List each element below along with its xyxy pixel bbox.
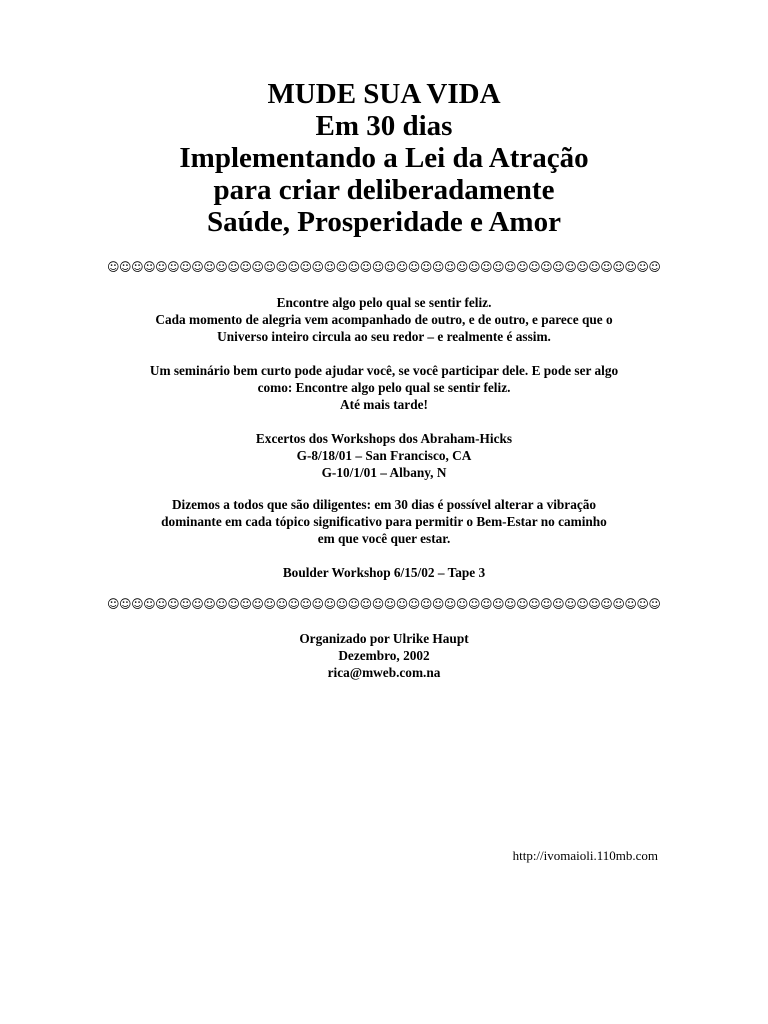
title-line: Saúde, Prosperidade e Amor	[207, 206, 561, 238]
smiley-icon: ☺	[251, 597, 264, 611]
smiley-icon: ☺	[263, 260, 276, 274]
footer-url-link[interactable]: http://ivomaioli.110mb.com	[512, 848, 658, 863]
smiley-icon: ☺	[600, 260, 613, 274]
smiley-icon: ☺	[467, 597, 481, 611]
smiley-icon: ☺	[191, 260, 204, 274]
smiley-icon: ☺	[407, 260, 421, 274]
smiley-icon: ☺	[179, 597, 192, 611]
smiley-icon: ☺	[516, 597, 529, 611]
smiley-icon: ☺	[131, 260, 144, 274]
smiley-icon: ☺	[167, 597, 180, 611]
smiley-icon: ☺	[455, 597, 469, 611]
smiley-icon: ☺	[455, 260, 469, 274]
smiley-icon: ☺	[239, 260, 252, 274]
smiley-icon: ☺	[371, 597, 385, 611]
smiley-icon: ☺	[347, 597, 361, 611]
smiley-icon: ☺	[215, 597, 228, 611]
smiley-icon: ☺	[143, 597, 156, 611]
smiley-icon: ☺	[540, 260, 553, 274]
smiley-separator-bottom	[107, 597, 661, 611]
boulder-line: Boulder Workshop 6/15/02 – Tape 3	[282, 565, 486, 580]
smiley-icon: ☺	[347, 260, 361, 274]
seminar-line: como: Encontre algo pelo qual se sentir feliz.	[257, 380, 511, 395]
smiley-icon: ☺	[119, 597, 132, 611]
smiley-icon: ☺	[119, 260, 132, 274]
smiley-icon: ☺	[492, 597, 505, 611]
quote-line: Universo inteiro circula ao seu redor – e realmente é assim.	[217, 329, 551, 344]
smiley-icon: ☺	[131, 597, 144, 611]
smiley-icon: ☺	[564, 260, 577, 274]
quote-paragraph	[0, 294, 768, 345]
smiley-icon: ☺	[323, 597, 337, 611]
smiley-icon: ☺	[311, 597, 325, 611]
document-title	[0, 78, 768, 238]
organizer-date: Dezembro, 2002	[338, 648, 430, 663]
title-line: Implementando a Lei da Atração	[179, 142, 589, 174]
boulder-paragraph	[0, 564, 768, 581]
organizer-email[interactable]: rica@mweb.com.na	[327, 665, 441, 680]
diligent-paragraph	[0, 496, 768, 547]
smiley-icon: ☺	[648, 597, 661, 611]
smiley-icon: ☺	[155, 260, 168, 274]
organizer-paragraph	[0, 630, 768, 681]
title-line: para criar deliberadamente	[213, 174, 555, 206]
smiley-icon: ☺	[287, 597, 300, 611]
seminar-paragraph	[0, 362, 768, 413]
smiley-icon: ☺	[143, 260, 156, 274]
smiley-icon: ☺	[155, 597, 168, 611]
title-line: Em 30 dias	[315, 110, 453, 142]
smiley-icon: ☺	[636, 597, 649, 611]
smiley-icon: ☺	[203, 597, 216, 611]
smiley-icon: ☺	[107, 260, 120, 274]
smiley-icon: ☺	[191, 597, 204, 611]
smiley-icon: ☺	[516, 260, 529, 274]
smiley-icon: ☺	[504, 597, 517, 611]
smiley-icon: ☺	[383, 260, 397, 274]
smiley-icon: ☺	[443, 260, 457, 274]
smiley-icon: ☺	[564, 597, 577, 611]
smiley-icon: ☺	[359, 260, 373, 274]
smiley-icon: ☺	[299, 597, 313, 611]
smiley-icon: ☺	[311, 260, 325, 274]
smiley-icon: ☺	[624, 597, 637, 611]
smiley-icon: ☺	[179, 260, 192, 274]
seminar-line: Um seminário bem curto pode ajudar você, se você participar dele. E pode ser algo	[149, 363, 619, 378]
smiley-icon: ☺	[600, 597, 613, 611]
seminar-line: Até mais tarde!	[340, 397, 428, 412]
smiley-icon: ☺	[167, 260, 180, 274]
smiley-separator-top	[107, 260, 661, 274]
smiley-icon: ☺	[504, 260, 517, 274]
smiley-icon: ☺	[251, 260, 264, 274]
smiley-icon: ☺	[419, 260, 433, 274]
smiley-icon: ☺	[576, 260, 589, 274]
smiley-icon: ☺	[299, 260, 313, 274]
smiley-icon: ☺	[648, 260, 661, 274]
quote-line: Cada momento de alegria vem acompanhado de outro, e de outro, e parece que o	[155, 312, 613, 327]
smiley-icon: ☺	[323, 260, 337, 274]
diligent-line: dominante em cada tópico significativo para permitir o Bem-Estar no caminho	[161, 514, 607, 529]
smiley-icon: ☺	[479, 260, 493, 274]
smiley-icon: ☺	[492, 260, 505, 274]
smiley-icon: ☺	[395, 260, 409, 274]
smiley-icon: ☺	[576, 597, 589, 611]
smiley-icon: ☺	[335, 260, 349, 274]
quote-line: Encontre algo pelo qual se sentir feliz.	[276, 295, 492, 310]
smiley-icon: ☺	[287, 260, 300, 274]
source-line: Excertos dos Workshops dos Abraham-Hicks	[255, 431, 513, 446]
smiley-icon: ☺	[275, 260, 288, 274]
smiley-icon: ☺	[203, 260, 216, 274]
smiley-icon: ☺	[107, 597, 120, 611]
smiley-icon: ☺	[263, 597, 276, 611]
smiley-icon: ☺	[371, 260, 385, 274]
source-line: G-8/18/01 – San Francisco, CA	[296, 448, 472, 463]
smiley-icon: ☺	[588, 260, 601, 274]
smiley-icon: ☺	[431, 260, 445, 274]
smiley-icon: ☺	[395, 597, 409, 611]
smiley-icon: ☺	[275, 597, 288, 611]
smiley-icon: ☺	[407, 597, 421, 611]
smiley-icon: ☺	[383, 597, 397, 611]
smiley-icon: ☺	[467, 260, 481, 274]
smiley-icon: ☺	[612, 260, 625, 274]
smiley-icon: ☺	[528, 260, 541, 274]
smiley-icon: ☺	[359, 597, 373, 611]
smiley-icon: ☺	[612, 597, 625, 611]
organizer-name: Organizado por Ulrike Haupt	[299, 631, 469, 646]
smiley-icon: ☺	[540, 597, 553, 611]
smiley-icon: ☺	[588, 597, 601, 611]
title-line: MUDE SUA VIDA	[267, 78, 501, 110]
smiley-icon: ☺	[528, 597, 541, 611]
smiley-icon: ☺	[443, 597, 457, 611]
smiley-icon: ☺	[419, 597, 433, 611]
smiley-icon: ☺	[215, 260, 228, 274]
smiley-icon: ☺	[624, 260, 637, 274]
smiley-icon: ☺	[479, 597, 493, 611]
smiley-icon: ☺	[552, 260, 565, 274]
smiley-icon: ☺	[227, 260, 240, 274]
smiley-icon: ☺	[636, 260, 649, 274]
smiley-icon: ☺	[335, 597, 349, 611]
smiley-icon: ☺	[239, 597, 252, 611]
source-line: G-10/1/01 – Albany, N	[321, 465, 447, 480]
smiley-icon: ☺	[431, 597, 445, 611]
diligent-line: em que você quer estar.	[317, 531, 451, 546]
smiley-icon: ☺	[552, 597, 565, 611]
diligent-line: Dizemos a todos que são diligentes: em 30 dias é possível alterar a vibração	[171, 497, 597, 512]
smiley-icon: ☺	[227, 597, 240, 611]
source-paragraph	[0, 430, 768, 481]
